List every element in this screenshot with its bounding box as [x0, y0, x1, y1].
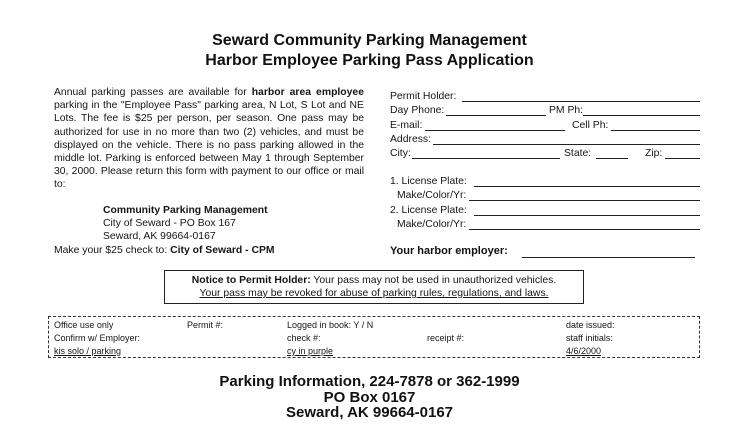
notice-label: Notice to Permit Holder:	[191, 275, 311, 286]
cell-phone-label: Cell Ph:	[572, 120, 609, 131]
notice-box	[164, 270, 584, 304]
zip-line[interactable]	[665, 158, 700, 159]
mail-address-line1: City of Seward - PO Box 167	[103, 218, 236, 229]
notice-line1	[165, 274, 583, 287]
day-phone-line[interactable]	[446, 115, 546, 116]
intro-text-a: Annual parking passes are available for	[54, 87, 252, 98]
make-color-1-label: Make/Color/Yr:	[397, 190, 467, 201]
check-number-label: check #:	[287, 333, 321, 343]
make-color-2-line[interactable]	[469, 229, 700, 230]
city-line[interactable]	[412, 158, 560, 159]
license-plate-2-line[interactable]	[474, 215, 700, 216]
email-label: E-mail:	[390, 120, 423, 131]
check-instructions	[54, 245, 275, 256]
notice-text1: Your pass may not be used in unauthorized vehicles.	[310, 275, 557, 286]
date-issued-label: date issued:	[566, 320, 615, 330]
license-plate-1-label: 1. License Plate:	[390, 176, 467, 187]
staff-initials-label: staff initials:	[566, 333, 613, 343]
office-use-label: Office use only	[54, 320, 114, 330]
kis-solo-note: kis solo / parking	[54, 346, 122, 356]
make-color-1-line[interactable]	[469, 200, 700, 201]
confirm-employer-label: Confirm w/ Employer:	[54, 333, 141, 343]
office-use-box	[48, 316, 700, 358]
footer-po-box: PO Box 0167	[323, 389, 416, 406]
document-title: Seward Community Parking Management	[212, 32, 527, 49]
intro-paragraph	[54, 86, 364, 192]
address-label: Address:	[390, 134, 432, 145]
zip-label: Zip:	[645, 148, 663, 159]
cell-phone-line[interactable]	[611, 130, 700, 131]
document-subtitle: Harbor Employee Parking Pass Application	[205, 52, 534, 69]
state-line[interactable]	[596, 158, 628, 159]
footer-phone: Parking Information, 224-7878 or 362-1999	[219, 373, 520, 390]
permit-holder-line[interactable]	[462, 101, 700, 102]
mail-address-line2: Seward, AK 99664-0167	[103, 231, 216, 242]
footer-city: Seward, AK 99664-0167	[285, 404, 454, 421]
logged-in-book-label: Logged in book: Y / N	[287, 320, 374, 330]
state-label: State:	[564, 148, 592, 159]
pm-phone-label: PM Ph:	[549, 105, 584, 116]
mail-address-org: Community Parking Management	[103, 205, 268, 216]
license-plate-1-line[interactable]	[474, 186, 700, 187]
notice-line2: Your pass may be revoked for abuse of parking rules, regulations, and laws.	[199, 288, 549, 299]
make-color-2-label: Make/Color/Yr:	[397, 219, 467, 230]
check-payee: City of Seward - CPM	[170, 245, 275, 256]
cy-in-purple-note: cy in purple	[287, 346, 334, 356]
license-plate-2-label: 2. License Plate:	[390, 205, 467, 216]
employer-label: Your harbor employer:	[390, 245, 508, 257]
receipt-number-label: receipt #:	[427, 333, 465, 343]
permit-holder-label: Permit Holder:	[390, 91, 457, 102]
day-phone-label: Day Phone:	[390, 105, 445, 116]
check-prefix: Make your $25 check to:	[54, 245, 171, 256]
intro-text-bold: harbor area employee	[251, 87, 364, 98]
address-line[interactable]	[433, 144, 700, 145]
intro-text-c: parking in the "Employee Pass" parking area, N Lot, S Lot and NE Lots. The fee is $25 per person, per season. One pass may be authorized for use in no more than two (2) vehicles, and must be displayed on the vehicle. There is no pass parking allowed in the middle lot. Parking is enforced between May 1 through September 30, 2000. Please return this form with payment to our office or mail to:	[54, 100, 364, 191]
email-line[interactable]	[425, 130, 565, 131]
city-label: City:	[390, 148, 411, 159]
office-date: 4/6/2000	[566, 346, 602, 356]
employer-line[interactable]	[522, 257, 695, 258]
permit-number-label: Permit #:	[187, 320, 224, 330]
pm-phone-line[interactable]	[583, 115, 700, 116]
